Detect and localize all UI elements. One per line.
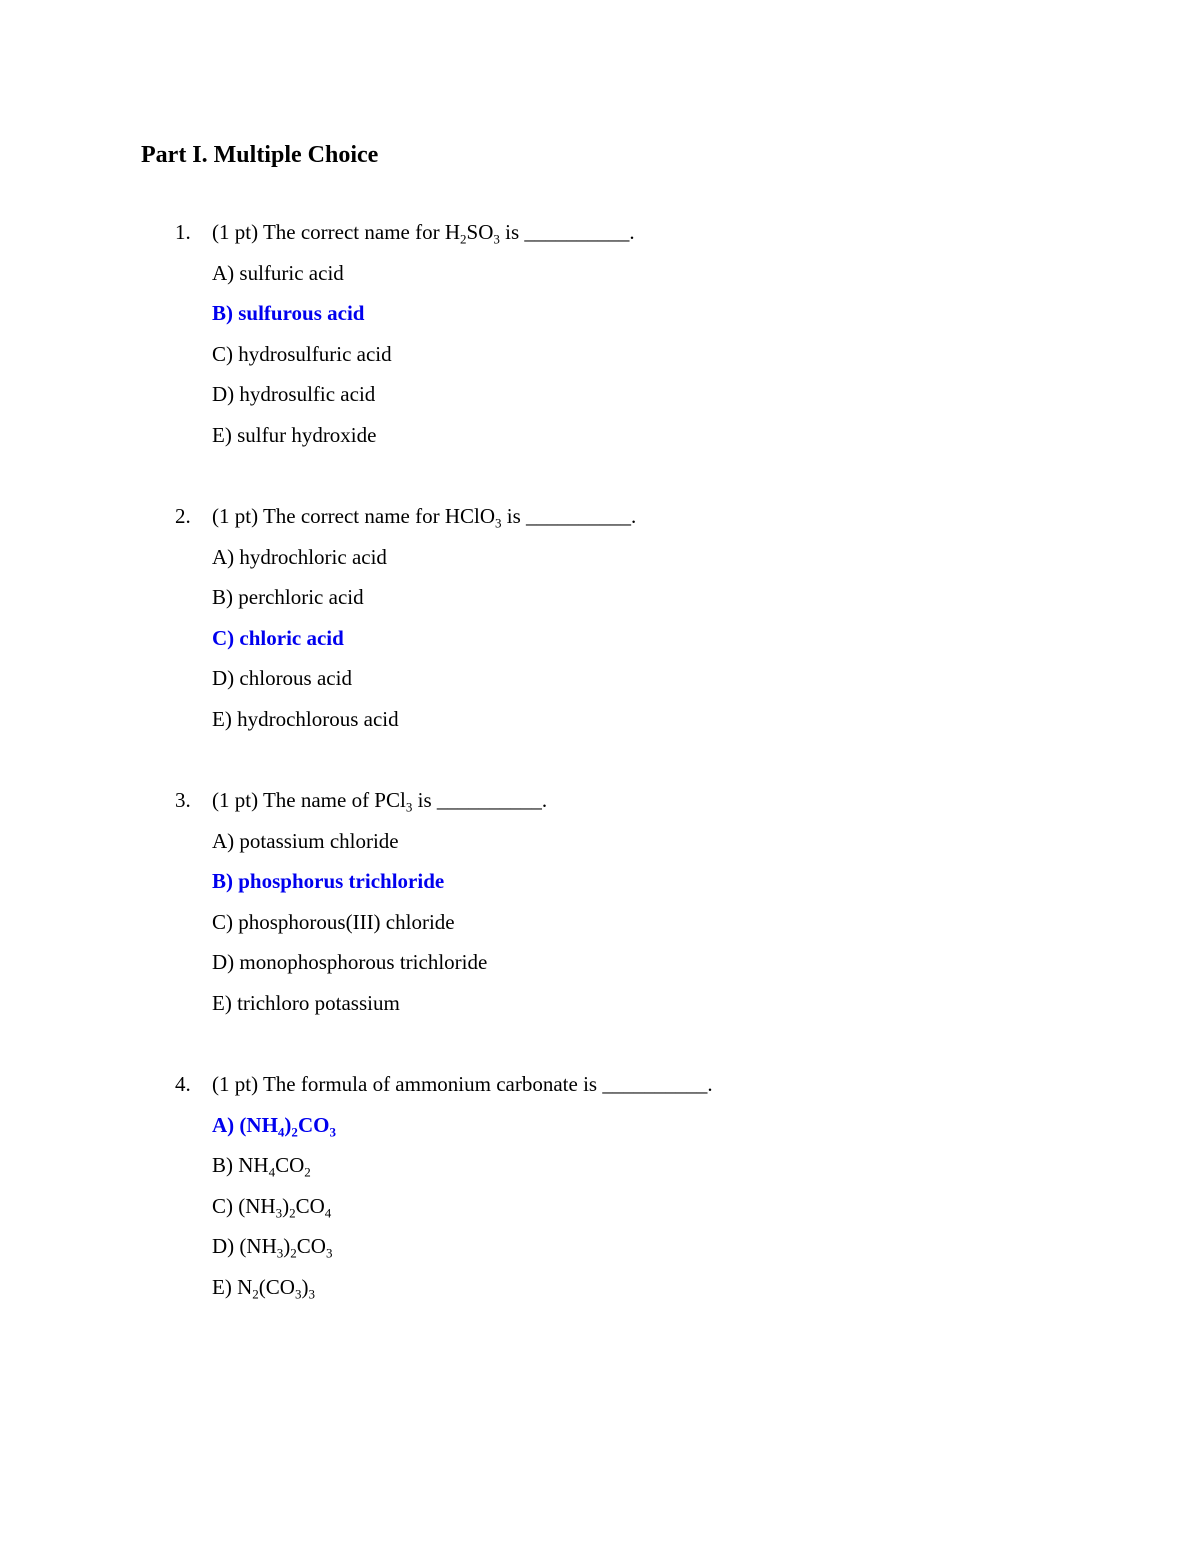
text-run: A) potassium chloride [212, 829, 399, 853]
text-run: C) phosphorous(III) chloride [212, 910, 455, 934]
subscript: 3 [276, 1245, 284, 1261]
text-run: ) [284, 1113, 292, 1137]
text-run: (1 pt) The formula of ammonium carbonate is __________. [212, 1072, 713, 1096]
answer-option [212, 829, 399, 859]
subscript: 2 [290, 1245, 297, 1261]
text-run: E) hydrochlorous acid [212, 707, 399, 731]
text-run: B) sulfurous acid [212, 301, 365, 325]
text-run: C) (NH [212, 1194, 276, 1218]
text-run: (1 pt) The correct name for H [212, 220, 461, 244]
answer-option [212, 382, 375, 412]
text-run: CO [275, 1153, 305, 1177]
answer-option [212, 910, 455, 940]
question-number: 2. [175, 504, 191, 528]
subscript: 2 [304, 1164, 311, 1180]
text-run: D) chlorous acid [212, 666, 352, 690]
question-prompt [212, 504, 636, 529]
subscript: 2 [289, 1205, 296, 1221]
text-run: (CO [258, 1275, 295, 1299]
subscript: 2 [460, 231, 467, 247]
question-number: 3. [175, 788, 191, 812]
question-prompt [212, 788, 547, 813]
subscript: 2 [291, 1124, 298, 1140]
answer-option [212, 261, 344, 291]
text-run: ) [283, 1234, 291, 1258]
subscript: 3 [325, 1245, 333, 1261]
answer-option [212, 1194, 331, 1224]
text-run: (1 pt) The correct name for HClO [212, 504, 496, 528]
text-run: D) monophosphorous trichloride [212, 950, 488, 974]
text-run: E) sulfur hydroxide [212, 423, 377, 447]
subscript: 3 [405, 799, 413, 815]
text-run: D) hydrosulfic acid [212, 382, 376, 406]
text-run: C) chloric acid [212, 626, 344, 650]
text-run: is __________. [499, 220, 635, 244]
subscript: 2 [252, 1286, 259, 1302]
answer-option-correct [212, 626, 344, 656]
subscript: 3 [495, 515, 502, 531]
question-number: 4. [175, 1072, 191, 1096]
text-run: A) sulfuric acid [212, 261, 344, 285]
question-prompt [212, 1072, 713, 1097]
answer-option [212, 991, 400, 1021]
text-run: D) (NH [212, 1234, 277, 1258]
subscript: 4 [268, 1164, 276, 1180]
text-run: SO [466, 220, 494, 244]
text-run: A) (NH [212, 1113, 278, 1137]
answer-option [212, 1153, 311, 1183]
answer-option-correct [212, 869, 444, 899]
text-run: B) NH [212, 1153, 269, 1177]
subscript: 3 [294, 1286, 302, 1302]
section-heading: Part I. Multiple Choice [141, 142, 379, 168]
answer-option [212, 585, 364, 615]
subscript: 4 [277, 1124, 285, 1140]
answer-option [212, 342, 392, 372]
text-run: E) N [212, 1275, 253, 1299]
text-run: ) [282, 1194, 290, 1218]
text-run: is __________. [412, 788, 548, 812]
text-run: E) trichloro potassium [212, 991, 400, 1015]
answer-option-correct [212, 1113, 336, 1143]
answer-option [212, 707, 399, 737]
text-run: CO [295, 1194, 325, 1218]
answer-option [212, 950, 487, 980]
answer-option [212, 666, 352, 696]
text-run: ) [301, 1275, 309, 1299]
answer-option [212, 545, 387, 575]
question-number: 1. [175, 220, 191, 244]
text-run: CO [296, 1234, 326, 1258]
subscript: 3 [308, 1286, 315, 1302]
subscript: 4 [324, 1205, 332, 1221]
subscript: 3 [275, 1205, 283, 1221]
text-run: C) hydrosulfuric acid [212, 342, 392, 366]
answer-option [212, 1234, 332, 1264]
text-run: A) hydrochloric acid [212, 545, 387, 569]
answer-option-correct [212, 301, 365, 331]
question-prompt [212, 220, 635, 245]
subscript: 3 [329, 1124, 336, 1140]
text-run: B) phosphorus trichloride [212, 869, 445, 893]
answer-option [212, 1275, 315, 1305]
answer-option [212, 423, 376, 453]
text-run: B) perchloric acid [212, 585, 364, 609]
subscript: 3 [493, 231, 500, 247]
text-run: is __________. [501, 504, 637, 528]
text-run: (1 pt) The name of PCl [212, 788, 406, 812]
text-run: CO [297, 1113, 330, 1137]
